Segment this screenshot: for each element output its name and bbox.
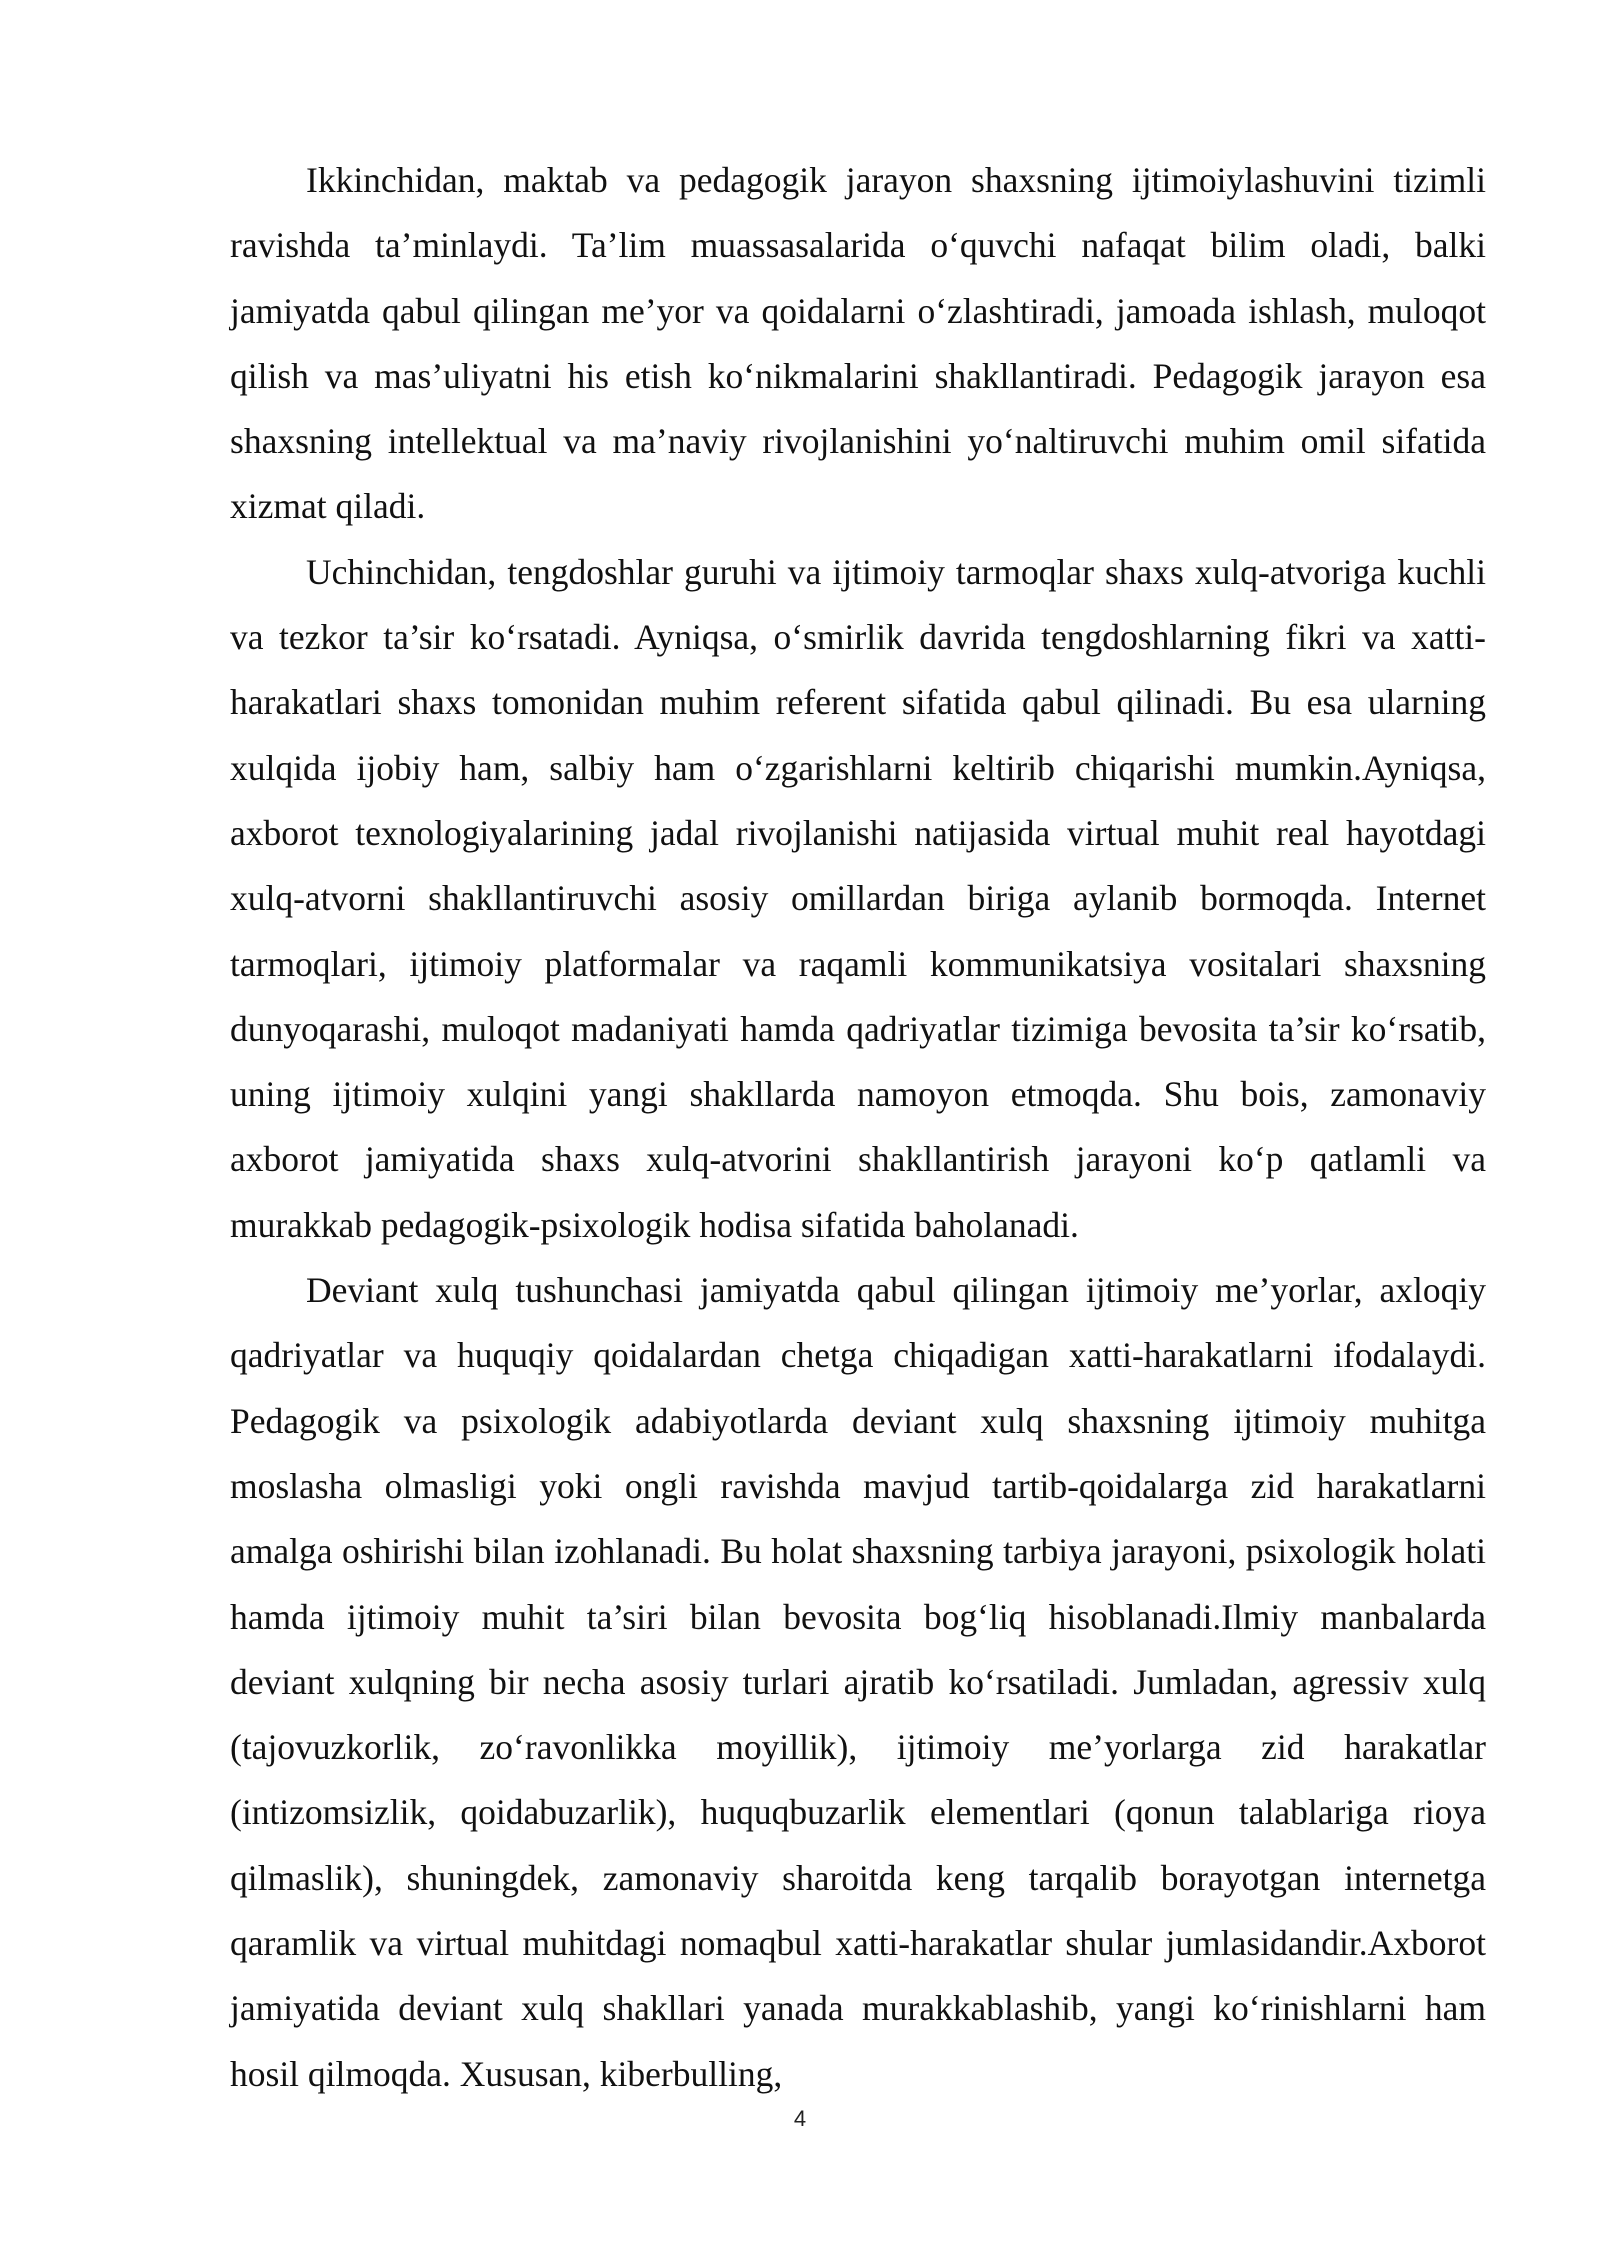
body-text [230,148,1486,2107]
page-number: 4 [793,2106,807,2131]
paragraph-peers-and-networks: Uchinchidan, tengdoshlar guruhi va ijtimoiy tarmoqlar shaxs xulq-atvoriga kuchli va tezkor ta’sir ko‘rsatadi. Ayniqsa, o‘smirlik davrida tengdoshlarning fikri va xatti-harakatlari shaxs tomonidan muhim referent sifatida qabul qilinadi. Bu esa ularning xulqida ijobiy ham, salbiy ham o‘zgarishlarni keltirib chiqarishi mumkin.Ayniqsa, axborot texnologiyalarining jadal rivojlanishi natijasida virtual muhit real hayotdagi xulq-atvorni shakllantiruvchi asosiy omillardan biriga aylanib bormoqda. Internet tarmoqlari, ijtimoiy platformalar va raqamli kommunikatsiya vositalari shaxsning dunyoqarashi, muloqot madaniyati hamda qadriyatlar tizimiga bevosita ta’sir ko‘rsatib, uning ijtimoiy xulqini yangi shakllarda namoyon etmoqda. Shu bois, zamonaviy axborot jamiyatida shaxs xulq-atvorini shakllantirish jarayoni ko‘p qatlamli va murakkab pedagogik-psixologik hodisa sifatida baholanadi. [230,551,1486,1245]
paragraph-schooling: Ikkinchidan, maktab va pedagogik jarayon shaxsning ijtimoiylashuvini tizimli ravishda ta’minlaydi. Ta’lim muassasalarida o‘quvchi nafaqat bilim oladi, balki jamiyatda qabul qilingan me’yor va qoidalarni o‘zlashtiradi, jamoada ishlash, muloqot qilish va mas’uliyatni his etish ko‘nikmalarini shakllantiradi. Pedagogik jarayon esa shaxsning intellektual va ma’naviy rivojlanishini yo‘naltiruvchi muhim omil sifatida xizmat qiladi. [230,160,1486,527]
paragraph-deviant-behavior: Deviant xulq tushunchasi jamiyatda qabul qilingan ijtimoiy me’yorlar, axloqiy qadriyatlar va huquqiy qoidalardan chetga chiqadigan xatti-harakatlarni ifodalaydi. Pedagogik va psixologik adabiyotlarda deviant xulq shaxsning ijtimoiy muhitga moslasha olmasligi yoki ongli ravishda mavjud tartib-qoidalarga zid harakatlarni amalga oshirishi bilan izohlanadi. Bu holat shaxsning tarbiya jarayoni, psixologik holati hamda ijtimoiy muhit ta’siri bilan bevosita bog‘liq hisoblanadi.Ilmiy manbalarda deviant xulqning bir necha asosiy turlari ajratib ko‘rsatiladi. Jumladan, agressiv xulq (tajovuzkorlik, zo‘ravonlikka moyillik), ijtimoiy me’yorlarga zid harakatlar (intizomsizlik, qoidabuzarlik), huquqbuzarlik elementlari (qonun talablariga rioya qilmaslik), shuningdek, zamonaviy sharoitda keng tarqalib borayotgan internetga qaramlik va virtual muhitdagi nomaqbul xatti-harakatlar shular jumlasidandir.Axborot jamiyatida deviant xulq shakllari yanada murakkablashib, yangi ko‘rinishlarni ham hosil qilmoqda. Xususan, kiberbulling, [230,1270,1486,2094]
